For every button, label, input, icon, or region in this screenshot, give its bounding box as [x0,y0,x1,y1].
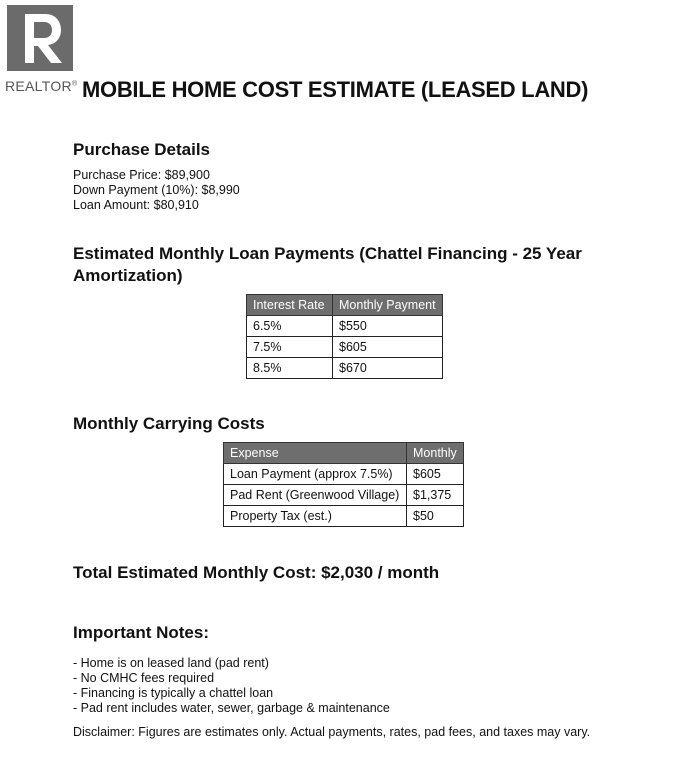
column-header: Interest Rate [247,295,333,316]
column-header: Expense [224,443,407,464]
table-row [247,316,443,337]
purchase-details-list [73,168,240,213]
monthly-payment-cell: $605 [333,337,443,358]
purchase-details-heading: Purchase Details [73,140,211,159]
loan-payments-table [246,294,443,379]
column-header: Monthly Payment [333,295,443,316]
realtor-logo [5,5,78,94]
monthly-payment-cell: $550 [333,316,443,337]
list-item: - Pad rent includes water, sewer, garbage & maintenance [73,701,390,715]
table-header-row [224,443,464,464]
column-header: Monthly [407,443,464,464]
monthly-cell: $1,375 [407,485,464,506]
expense-cell: Property Tax (est.) [224,506,407,527]
expense-cell: Pad Rent (Greenwood Village) [224,485,407,506]
table-row [247,337,443,358]
interest-rate-cell: 6.5% [247,316,333,337]
table-header-row [247,295,443,316]
list-item: - Home is on leased land (pad rent) [73,656,269,670]
down-payment: Down Payment (10%): $8,990 [73,183,240,197]
purchase-price: Purchase Price: $89,900 [73,168,210,182]
realtor-r-icon [7,5,73,71]
loan-payments-heading: Estimated Monthly Loan Payments (Chattel Financing - 25 Year Amortization) [73,244,582,285]
table-row [224,464,464,485]
monthly-cell: $605 [407,464,464,485]
carrying-costs-table [223,442,464,527]
list-item: - Financing is typically a chattel loan [73,686,274,700]
important-notes-heading: Important Notes: [73,623,209,642]
interest-rate-cell: 8.5% [247,358,333,379]
table-row [224,506,464,527]
interest-rate-cell: 7.5% [247,337,333,358]
monthly-payment-cell: $670 [333,358,443,379]
list-item: - No CMHC fees required [73,671,215,685]
loan-amount: Loan Amount: $80,910 [73,198,199,212]
expense-cell: Loan Payment (approx 7.5%) [224,464,407,485]
page-title: MOBILE HOME COST ESTIMATE (LEASED LAND) [82,77,589,102]
total-monthly-cost: Total Estimated Monthly Cost: $2,030 / month [73,563,440,582]
table-row [247,358,443,379]
important-notes-list [73,656,390,716]
monthly-cell: $50 [407,506,464,527]
disclaimer: Disclaimer: Figures are estimates only. Actual payments, rates, pad fees, and taxes may vary. [73,725,591,739]
carrying-costs-heading: Monthly Carrying Costs [73,414,265,433]
realtor-wordmark: REALTOR® [5,78,78,94]
table-row [224,485,464,506]
